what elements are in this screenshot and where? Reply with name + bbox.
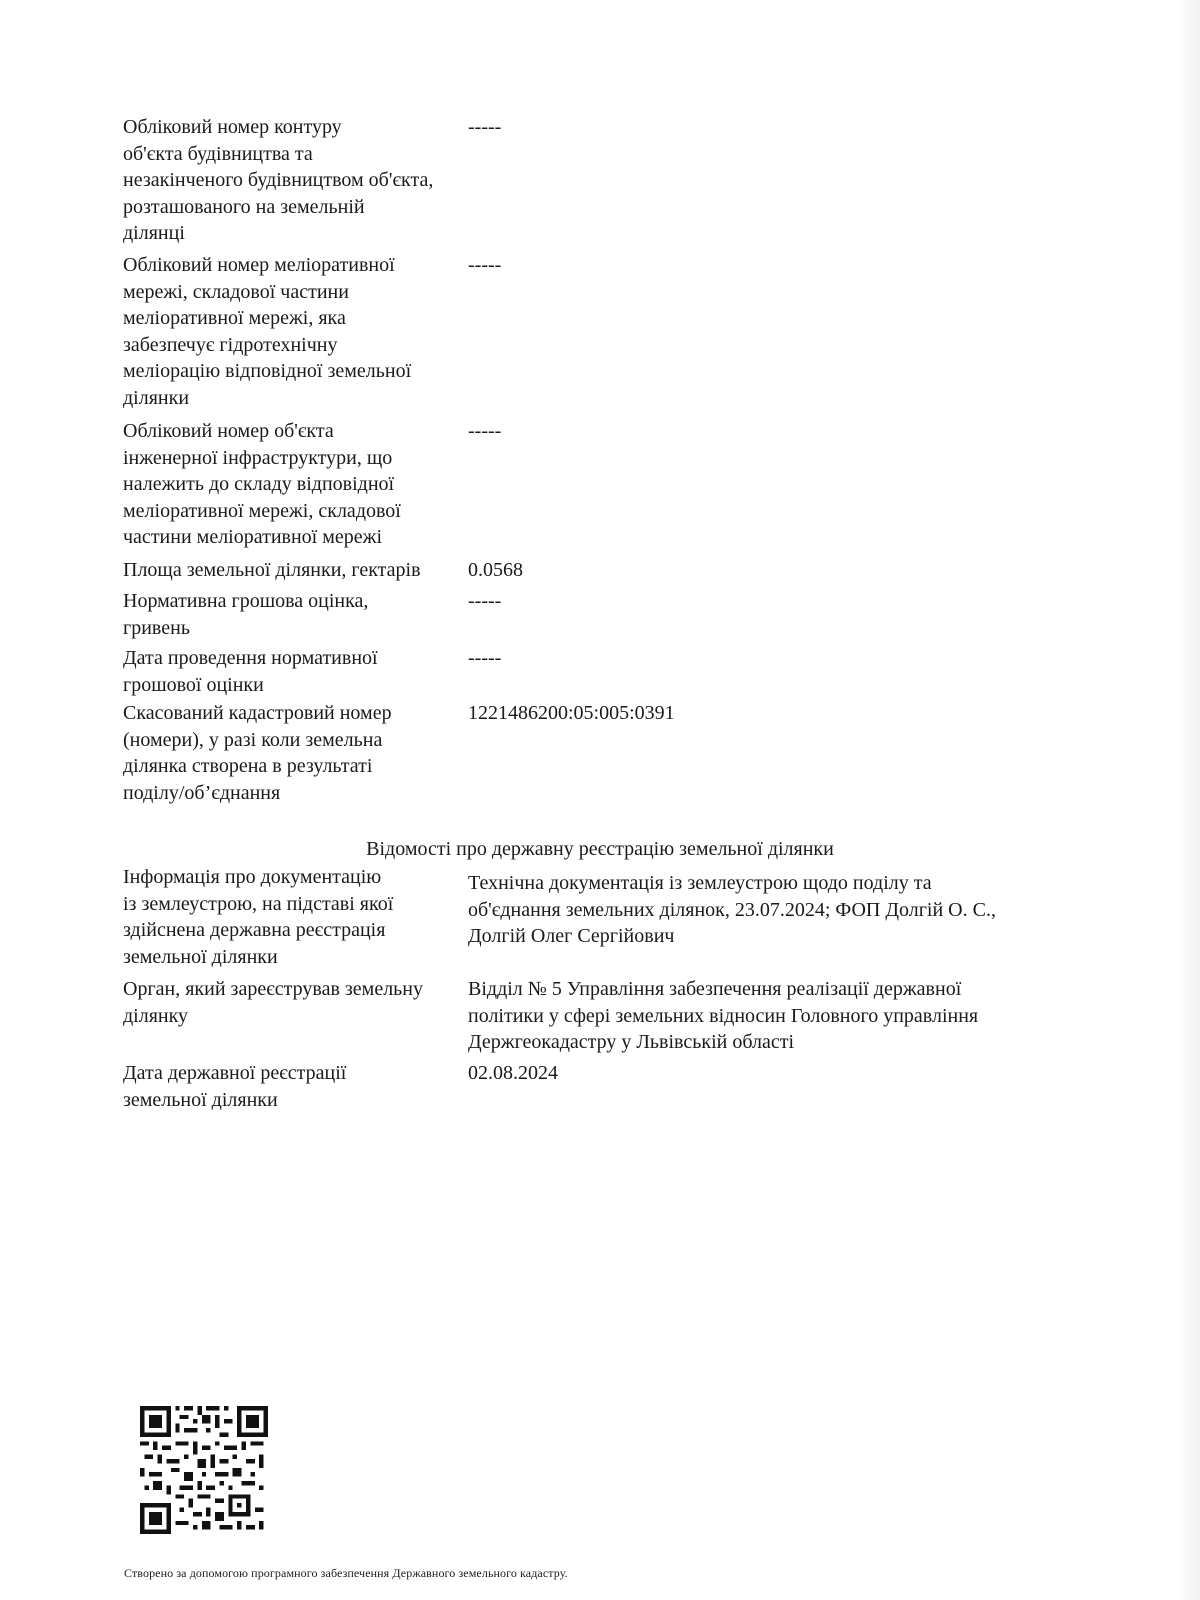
row-label: Площа земельної ділянки, гектарів xyxy=(123,559,421,581)
row-value: 02.08.2024 xyxy=(468,1062,558,1084)
row-label: Інформація про документацію із землеустрою, на підставі якої здійснена державна реєстрація земельної ділянки xyxy=(123,866,394,968)
footer-note: Створено за допомогою програмного забезпечення Державного земельного кадастру. xyxy=(124,1566,568,1580)
row-label: Орган, який зареєстрував земельну ділянку xyxy=(123,978,423,1027)
qr-code-icon xyxy=(140,1406,268,1534)
row-value: Технічна документація із землеустрою щодо поділу та об'єднання земельних ділянок, 23.07.2024; ФОП Долгій О. С., Долгій Олег Сергійович xyxy=(468,872,996,947)
row-label: Дата державної реєстрації земельної ділянки xyxy=(123,1062,347,1111)
row-label: Обліковий номер меліоративної мережі, складової частини меліоративної мережі, яка забезпечує гідротехнічну меліорацію відповідної земельної ділянки xyxy=(123,254,412,409)
row-value: ----- xyxy=(468,116,502,138)
row-label: Обліковий номер об'єкта інженерної інфраструктури, що належить до складу відповідної меліоративної мережі, складової частини меліоративної мережі xyxy=(123,420,401,548)
row-value: ----- xyxy=(468,420,502,442)
row-value: ----- xyxy=(468,647,502,669)
row-value: ----- xyxy=(468,590,502,612)
row-label: Скасований кадастровий номер (номери), у разі коли земельна ділянка створена в результаті поділу/об’єднання xyxy=(123,702,392,804)
section-title-registration: Відомості про державну реєстрацію земельної ділянки xyxy=(366,838,834,860)
page-edge-shadow xyxy=(1178,0,1200,1600)
row-label: Дата проведення нормативної грошової оцінки xyxy=(123,647,378,696)
row-value: 0.0568 xyxy=(468,559,523,581)
row-label: Нормативна грошова оцінка, гривень xyxy=(123,590,369,639)
row-value: 1221486200:05:005:0391 xyxy=(468,702,675,724)
row-value: Відділ № 5 Управління забезпечення реалізації державної політики у сфері земельних відносин Головного управління Держгеокадастру у Львівській області xyxy=(468,978,979,1053)
row-value: ----- xyxy=(468,254,502,276)
row-label: Обліковий номер контуру об'єкта будівництва та незакінченого будівництвом об'єкта, розташованого на земельній ділянці xyxy=(123,116,434,244)
